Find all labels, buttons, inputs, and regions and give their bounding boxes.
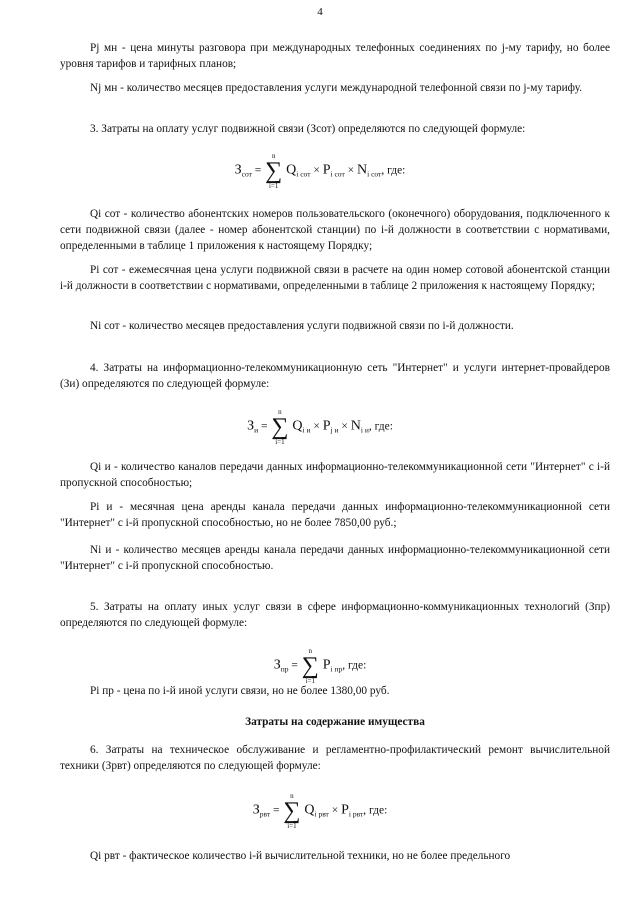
formula-maintenance: $З_{рвт}$ = n ∑ i=1 $Q_{i рвт} \times P_{i рвт}$, где:	[252, 792, 388, 830]
paragraph-nj-mn: Nj мн - количество месяцев предоставления услуги международной телефонной связи по j-му тарифу.	[90, 82, 583, 94]
paragraph-5-other: 5. Затраты на оплату иных услуг связи в сфере информационно-коммуникационных технологий (Зпр) определяются по следующей формуле:	[60, 601, 610, 629]
section-heading: Затраты на содержание имущества	[245, 716, 425, 728]
paragraph-qi-sot: Qi сот - количество абонентских номеров пользовательского (оконечного) оборудования, подключенного к сети подвижной связи (далее - номер абонентской станции) по i-й должности в соответствии с нормативами, определенными в таблице 1 приложения к настоящему Порядку;	[60, 208, 610, 252]
sigma-symbol: n ∑ i=1	[265, 152, 283, 190]
paragraph-qi-i: Qi и - количество каналов передачи данных информационно-телекоммуникационной сети "Интернет" с i-й пропускной способностью;	[60, 461, 610, 489]
paragraph-pj-mn: Pj мн - цена минуты разговора при международных телефонных соединениях по j-му тарифу, но более уровня тарифов и тарифных планов;	[60, 42, 610, 70]
formula-internet: $З_и$ = n ∑ i=1 $Q_{i и} \times P_{j и} \times N_{i и}$, где:	[247, 408, 393, 446]
paragraph-pi-pr: Pi пр - цена по i-й иной услуги связи, но не более 1380,00 руб.	[90, 685, 390, 697]
paragraph-pi-i: Pi и - месячная цена аренды канала передачи данных информационно-телекоммуникационной сети "Интернет" с i-й пропускной способностью, но не более 7850,00 руб.;	[60, 501, 610, 529]
formula-other: $З_{пр}$ = n ∑ i=1 $P_{i пр}$, где:	[273, 647, 367, 685]
paragraph-pi-sot: Pi сот - ежемесячная цена услуги подвижной связи в расчете на один номер сотовой абонентской станции i-й должности в соответствии с нормативами, определенными в таблице 2 приложения к настоящему Порядку;	[60, 264, 610, 292]
paragraph-qi-rvt: Qi рвт - фактическое количество i-й вычислительной техники, но не более предельного	[90, 850, 511, 862]
paragraph-ni-i: Ni и - количество месяцев аренды канала передачи данных информационно-телекоммуникационной сети "Интернет" с i-й пропускной способностью.	[60, 544, 610, 572]
paragraph-3-mobile: 3. Затраты на оплату услуг подвижной связи (Зсот) определяются по следующей формуле:	[90, 123, 526, 135]
paragraph-6-maintenance: 6. Затраты на техническое обслуживание и регламентно-профилактический ремонт вычислительной техники (Зрвт) определяются по следующей формуле:	[60, 744, 610, 772]
paragraph-ni-sot: Ni сот - количество месяцев предоставления услуги подвижной связи по i-й должности.	[90, 320, 514, 332]
paragraph-4-internet: 4. Затраты на информационно-телекоммуникационную сеть "Интернет" и услуги интернет-провайдеров (Зи) определяются по следующей формуле:	[60, 362, 610, 390]
formula-mobile: $З_{сот}$ = n ∑ i=1 $Q_{i сот} \times P_{i сот} \times N_{i сот}$, где:	[234, 152, 406, 190]
page-number: 4	[317, 6, 323, 18]
